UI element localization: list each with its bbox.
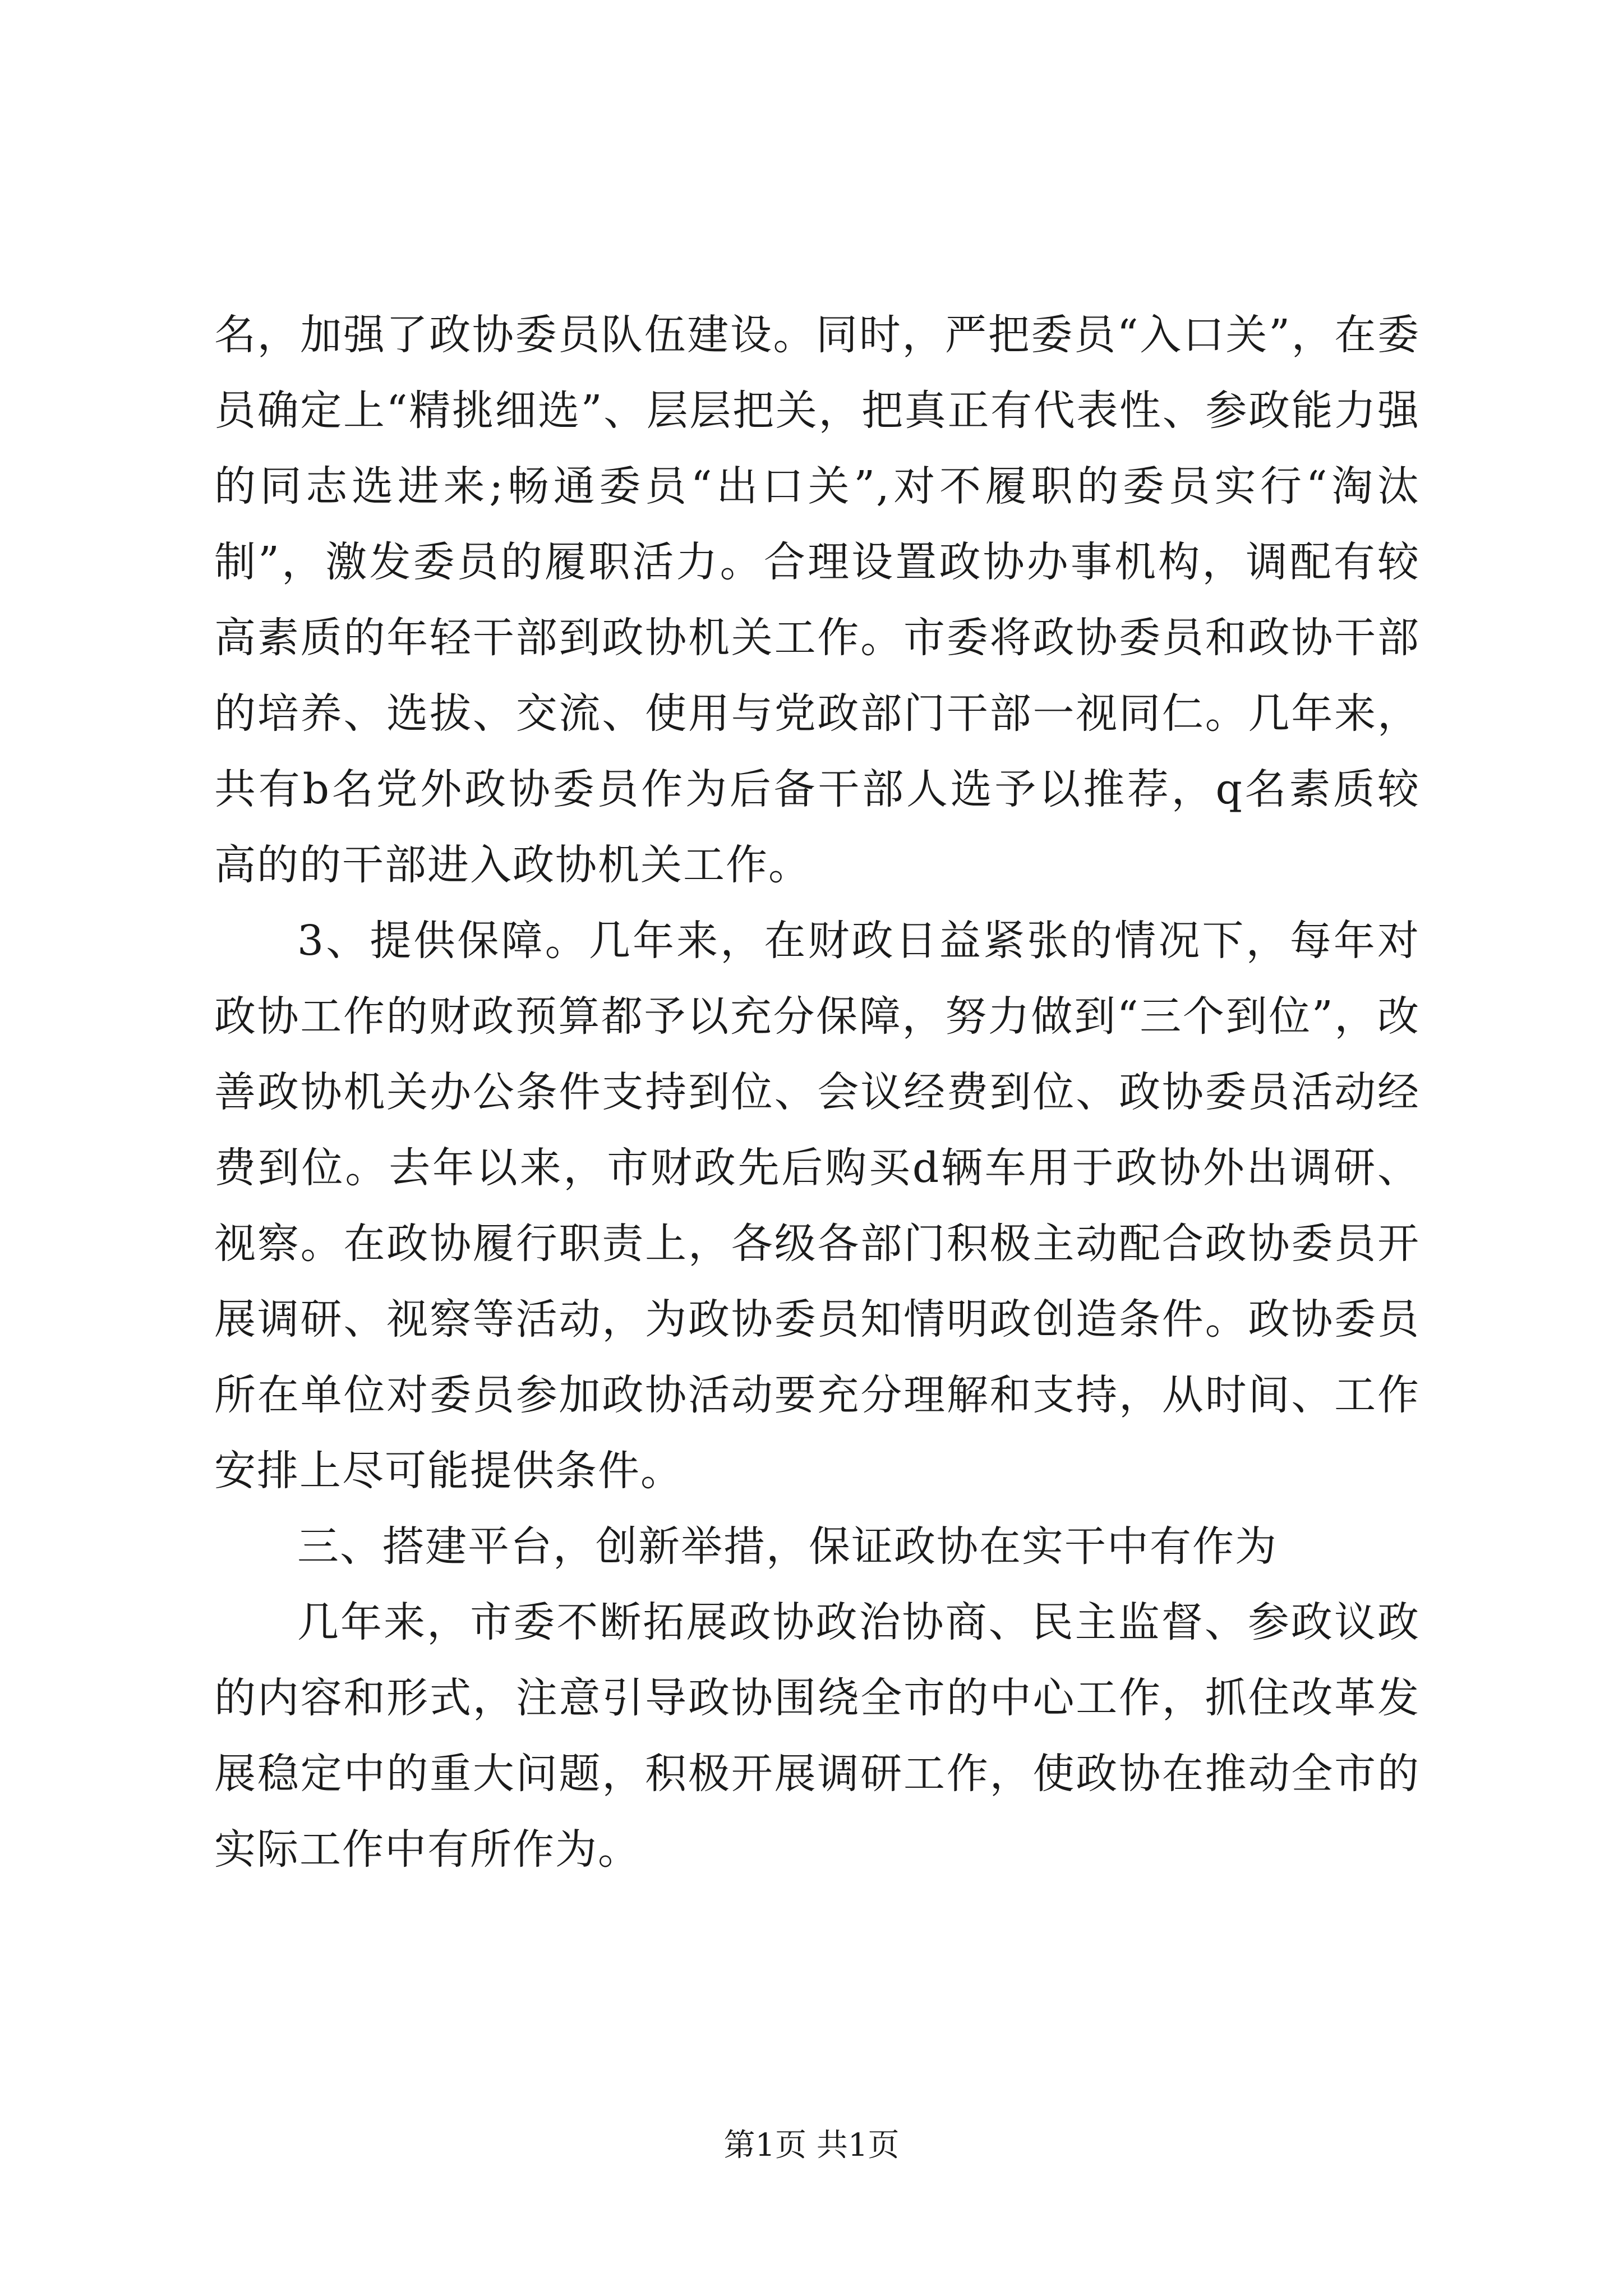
paragraph-provide-guarantee: 3、提供保障。几年来，在财政日益紧张的情况下，每年对政协工作的财政预算都予以充分保障，努力做到“三个到位”，改善政协机关办公条件支持到位、会议经费到位、政协委员活动经费到位。去年以来，市财政先后购买d辆车用于政协外出调研、视察。在政协履行职责上，各级各部门积极主动配合政协委员开展调研、视察等活动，为政协委员知情明政创造条件。政协委员所在单位对委员参加政协活动要充分理解和支持，从时间、工作安排上尽可能提供条件。 [214, 917, 1420, 1495]
paragraph-expand-functions: 几年来，市委不断拓展政协政治协商、民主监督、参政议政的内容和形式，注意引导政协围绕全市的中心工作，抓住改革发展稳定中的重大问题，积极开展调研工作，使政协在推动全市的实际工作中有所作为。 [214, 1598, 1420, 1874]
section-heading-platform: 三、搭建平台，创新举措，保证政协在实干中有作为 [297, 1522, 1278, 1571]
paragraph-committee-building: 名，加强了政协委员队伍建设。同时，严把委员“入口关”，在委员确定上“精挑细选”、层层把关，把真正有代表性、参政能力强的同志选进来;畅通委员“出口关”,对不履职的委员实行“淘汰制”，激发委员的履职活力。合理设置政协办事机构，调配有较高素质的年轻干部到政协机关工作。市委将政协委员和政协干部的培养、选拔、交流、使用与党政部门干部一视同仁。几年来，共有b名党外政协委员作为后备干部人选予以推荐，q名素质较高的的干部进入政协机关工作。 [214, 311, 1420, 889]
page-footer: 第1页 共1页 [723, 2127, 900, 2164]
document-body [214, 297, 1420, 1888]
